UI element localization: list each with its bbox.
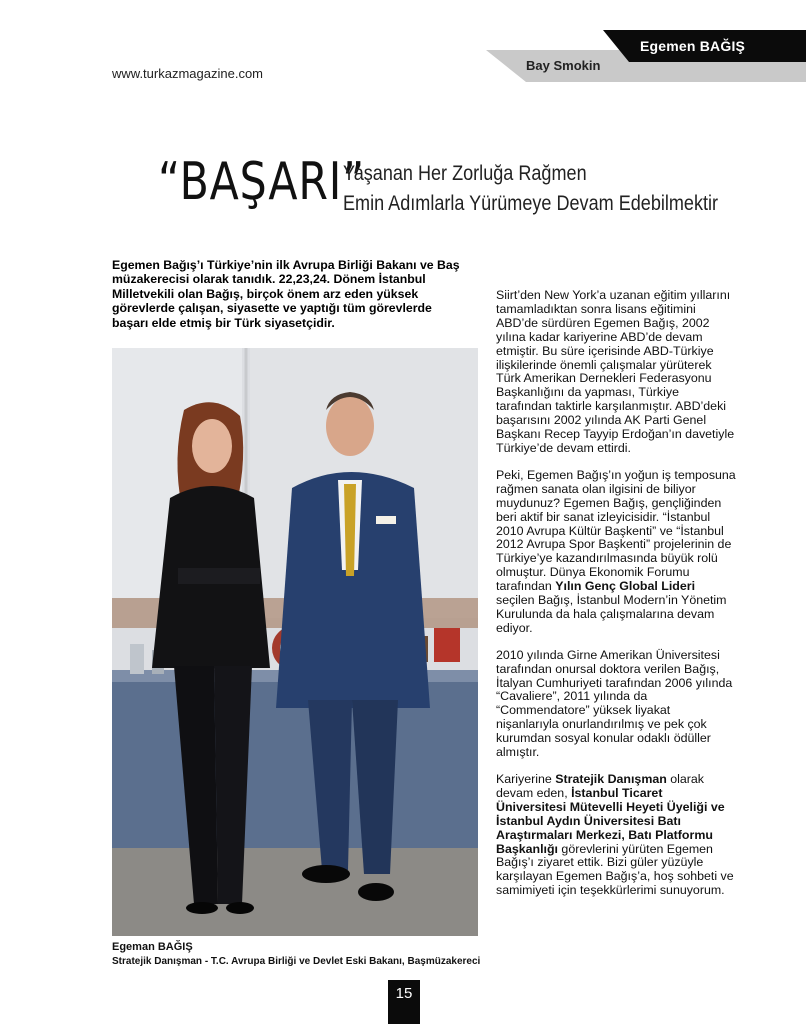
page-number-box xyxy=(388,980,420,1024)
headline-subtitle-2: Emin Adımlarla Yürümeye Devam Edebilmektir xyxy=(343,192,719,215)
portrait-illustration xyxy=(112,348,478,936)
article-paragraph-4 xyxy=(496,773,736,898)
article-paragraph-4-part-c: görevlerini yürüten Egemen Bağış’ı ziyaret ettik. Bizi güler yüzüyle karşılayan Egemen Bağış’a, hoş sohbeti ve samimiyeti için teşekkürlerimi sunuyorum. xyxy=(496,841,734,898)
intro-paragraph: Egemen Bağış’ı Türkiye’nin ilk Avrupa Birliği Bakanı ve Baş müzakerecisi olarak tanıdık. 22,23,24. Dönem İstanbul Milletvekili olan Bağış, birçok önem arz eden yüksek görevlerde çalışan, siyasette ve yaptığı tüm görevlerde başarı elde etmiş bir Türk siyasetçidir. xyxy=(112,258,460,330)
site-url[interactable]: www.turkazmagazine.com xyxy=(112,66,263,81)
article-paragraph-4-part-a: Kariyerine xyxy=(496,772,556,786)
section-tab-secondary-label: Bay Smokin xyxy=(526,58,601,73)
article-paragraph-4-part-b: olarak devam eden, xyxy=(496,772,704,800)
article-paragraph-4-bold-2: İstanbul Ticaret Üniversitesi Mütevelli Heyeti Üyeliği ve İstanbul Aydın Üniversitesi Batı Araştırmaları Merkezi, Batı Platformu Başkanlığı xyxy=(496,785,725,856)
page-number: 15 xyxy=(395,985,413,1002)
article-paragraph-2-part-a: Peki, Egemen Bağış’ın yoğun iş temposuna rağmen sanata olan ilgisini de biliyor muydunuz? Egemen Bağış, gençliğinden beri aktif bir sanat izleyicisidir. “İstanbul 2010 Avrupa Kültür Başkenti” ve “İstanbul 2012 Avrupa Spor Başkenti” projelerinin de Türkiye’ye kazandırılmasında büyük rolü olmuştur. Dünya Ekonomik Forumu tarafından xyxy=(496,467,736,594)
photo-caption-name: Egeman BAĞIŞ xyxy=(112,941,193,953)
article-body xyxy=(496,289,736,911)
section-tab-primary-label: Egemen BAĞIŞ xyxy=(640,38,746,54)
headline-subtitle-1: Yaşanan Her Zorluğa Rağmen xyxy=(343,162,587,185)
article-paragraph-2-part-b: seçilen Bağış, İstanbul Modern’in Yönetim Kurulunda da hala çalışmalarına devam ediyor. xyxy=(496,593,727,635)
article-paragraph-2-bold: Yılın Genç Global Lideri xyxy=(555,579,696,594)
article-paragraph-3: 2010 yılında Girne Amerikan Üniversitesi tarafından onursal doktora verilen Bağış, İtalyan Cumhuriyeti tarafından 2006 yılında “Cavaliere”, 2011 yılında da “Commendatore” yüksek liyakat nişanlarıyla onurlandırılmış ve pek çok kurumdan sosyal konular odaklı ödüller almıştır. xyxy=(496,647,733,760)
headline-word: “BAŞARI” xyxy=(158,152,366,212)
article-paragraph-2 xyxy=(496,469,736,636)
portrait-photo xyxy=(112,348,478,936)
article-paragraph-1: Siirt’den New York’a uzanan eğitim yıllarını tamamladıktan sonra lisans eğitimini ABD’de sürdüren Egemen Bağış, 2002 yılına kadar kariyerine ABD’de devam etmiştir. Bu süre içerisinde ABD-Türkiye ilişkilerinde önemli çalışmalar yürüterek Türk Amerikan Dernekleri Federasyonu Başkanlığını da yapması, Türkiye tarafından taktirle karşılanmıştır. ABD’deki başarısını 2002 yılında AK Parti Genel Başkanı Recep Tayyip Erdoğan’ın davetiyle Türkiye’de devam ettirdi. xyxy=(496,288,735,455)
photo-caption-title: Stratejik Danışman - T.C. Avrupa Birliği ve Devlet Eski Bakanı, Başmüzakereci xyxy=(112,956,481,967)
article-paragraph-4-bold-1: Stratejik Danışman xyxy=(555,772,667,786)
